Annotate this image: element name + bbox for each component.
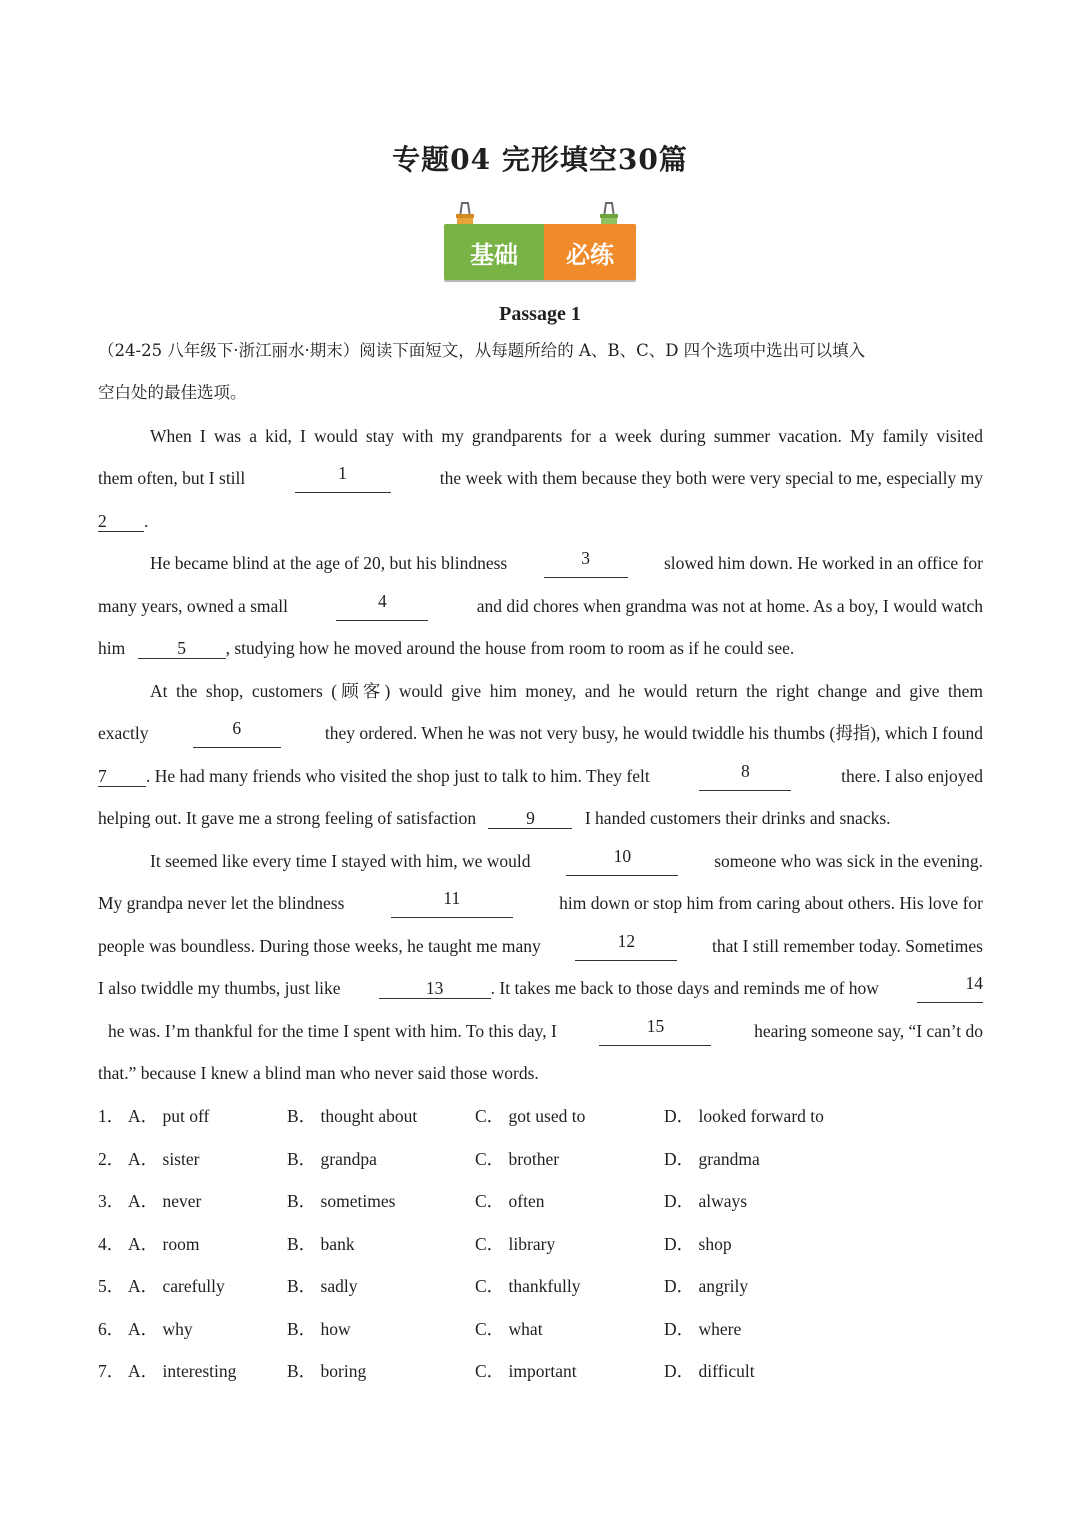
blank-8[interactable]: 8 [699,761,791,791]
passage-line: them often, but I still 1 the week with them because they both were very special to me, especially my [98,463,983,493]
passage-line: many years, owned a small 4 and did chores when grandma was not at home. As a boy, I would watch [98,591,983,621]
blank-15[interactable]: 15 [599,1016,711,1046]
page-title: 专题04 完形填空30篇 [392,143,688,176]
passage-line [150,421,983,451]
section-badge [440,200,640,284]
blank-11[interactable]: 11 [391,888,513,918]
option-d[interactable]: D． looked forward to [664,1106,824,1126]
option-row [98,1186,998,1216]
option-number: 4． [98,1233,125,1254]
option-a[interactable]: A． carefully [128,1276,225,1296]
option-d[interactable]: D． difficult [664,1361,755,1381]
option-b[interactable]: B． how [287,1318,351,1339]
option-a[interactable]: A． room [128,1233,200,1254]
option-b[interactable]: B． bank [287,1233,355,1254]
option-d[interactable]: D． shop [664,1233,732,1254]
option-b[interactable]: B． grandpa [287,1148,377,1169]
option-a[interactable]: A． sister [128,1148,200,1169]
blank-10[interactable]: 10 [566,846,678,876]
option-number: 2． [98,1148,125,1169]
passage-line: him 5 , studying how he moved around the house from room to room as if he could see. [98,638,795,658]
blank-9[interactable]: 9 [488,808,572,829]
option-row [98,1101,998,1131]
option-row [98,1229,998,1259]
blank-12[interactable]: 12 [575,931,677,961]
instructions-line: 空白处的最佳选项。 [98,383,247,402]
blank-7[interactable]: 7 [98,766,146,787]
option-number: 1． [98,1106,125,1126]
badge-left-label: 基础 [444,224,544,280]
instructions-line: （24-25 八年级下·浙江丽水·期末）阅读下面短文，从每题所给的 A、B、C、D 四个选项中选出可以填入 [98,341,866,360]
passage-line: It seemed like every time I stayed with him, we would 10 someone who was sick in the evening. [150,846,983,876]
passage-text: When I was a kid, I would stay with my grandparents for a week during summer vacation. My family visited [150,426,983,446]
blank-14[interactable]: 14 [917,973,983,1003]
option-number: 6． [98,1318,125,1339]
passage-line: 7 . He had many friends who visited the shop just to talk to him. They felt 8 there. I also enjoyed [98,761,983,791]
option-a[interactable]: A． why [128,1318,193,1339]
passage-line: 2 . [98,511,149,531]
option-a[interactable]: A． put off [128,1106,210,1126]
option-c[interactable]: C． got used to [475,1106,586,1126]
option-b[interactable]: B． thought about [287,1106,418,1126]
passage-line: exactly 6 they ordered. When he was not very busy, he would twiddle his thumbs (拇指), which I found [98,718,983,748]
option-number: 3． [98,1191,125,1211]
badge-right-label: 必练 [544,224,636,280]
option-c[interactable]: C． what [475,1318,543,1339]
option-d[interactable]: D． grandma [664,1148,760,1169]
option-c[interactable]: C． important [475,1361,577,1381]
option-b[interactable]: B． sometimes [287,1191,396,1211]
option-number: 5． [98,1276,125,1296]
passage-line: helping out. It gave me a strong feeling of satisfaction 9 I handed customers their drinks and snacks. [98,808,891,828]
option-a[interactable]: A． interesting [128,1361,237,1381]
passage-line: people was boundless. During those weeks, he taught me many 12 that I still remember today. Sometimes [98,931,983,961]
option-b[interactable]: B． sadly [287,1276,358,1296]
blank-13[interactable]: 13 [379,978,491,999]
option-c[interactable]: C． brother [475,1148,560,1169]
passage-line: My grandpa never let the blindness 11 him down or stop him from caring about others. His love for [98,888,983,918]
option-c[interactable]: C． library [475,1233,556,1254]
option-d[interactable]: D． always [664,1191,748,1211]
blank-6[interactable]: 6 [193,718,281,748]
option-c[interactable]: C． thankfully [475,1276,581,1296]
passage-line: that.” because I knew a blind man who never said those words. [98,1063,539,1083]
option-row [98,1356,998,1386]
passage-line: I also twiddle my thumbs, just like 13 . It takes me back to those days and reminds me of how 14 [98,973,983,1003]
passage-line: He became blind at the age of 20, but his blindness 3 slowed him down. He worked in an office for [150,548,983,578]
option-row [98,1271,998,1301]
option-row [98,1144,998,1174]
option-d[interactable]: D． angrily [664,1276,749,1296]
option-number: 7． [98,1361,125,1381]
passage-line: he was. I’m thankful for the time I spent with him. To this day, I 15 hearing someone say, “I can’t do [108,1016,983,1046]
option-c[interactable]: C． often [475,1191,545,1211]
option-d[interactable]: D． where [664,1318,742,1339]
passage-title: Passage 1 [499,303,581,325]
option-b[interactable]: B． boring [287,1361,367,1381]
blank-4[interactable]: 4 [336,591,428,621]
blank-3[interactable]: 3 [544,548,628,578]
option-row [98,1314,998,1344]
passage-line: At the shop, customers (顾客) would give him money, and he would return the right change and give them [150,681,983,701]
blank-2[interactable]: 2 [98,511,144,532]
blank-5[interactable]: 5 [138,638,226,659]
option-a[interactable]: A． never [128,1191,202,1211]
blank-1[interactable]: 1 [295,463,391,493]
